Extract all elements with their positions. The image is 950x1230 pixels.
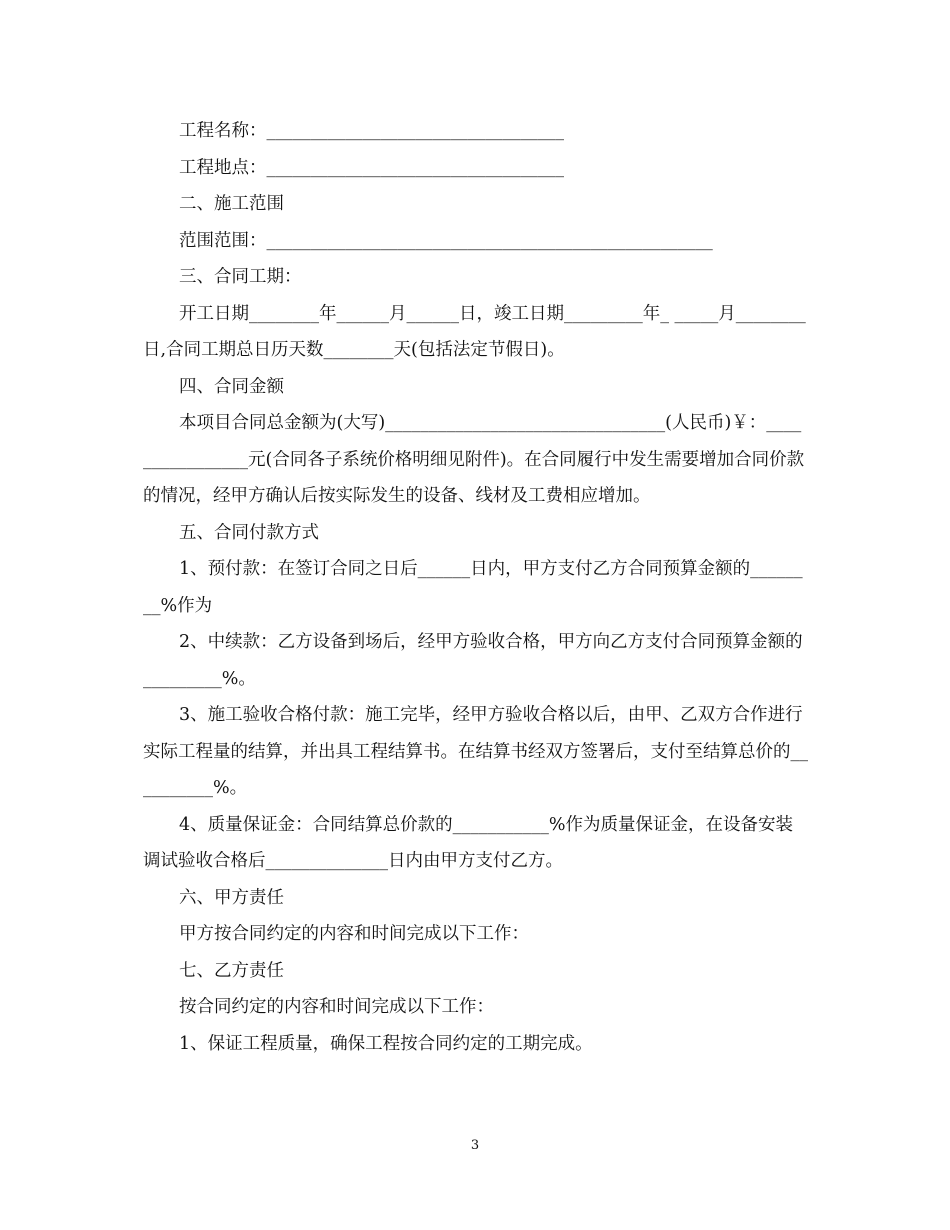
heading-contract-amount: 四、合同金额 (179, 376, 284, 397)
paragraph-project-location: 工程地点：__________________________________ (179, 157, 564, 178)
paragraph-quality-deposit: 4、质量保证金：合同结算总价款的___________%作为质量保证金，在设备安装调试验收合格后______________日内由甲方支付乙方。 (143, 814, 794, 871)
paragraph-party-b-duties: 按合同约定的内容和时间完成以下工作： (179, 997, 494, 1017)
heading-contract-period: 三、合同工期： (179, 267, 302, 287)
paragraph-quality-guarantee: 1、保证工程质量，确保工程按合同约定的工期完成。 (179, 1033, 593, 1054)
paragraph-project-name: 工程名称：__________________________________ (179, 121, 564, 141)
heading-party-b-duties: 七、乙方责任 (179, 960, 284, 981)
heading-construction-scope: 二、施工范围 (179, 194, 284, 214)
paragraph-party-a-duties: 甲方按合同约定的内容和时间完成以下工作： (179, 924, 529, 944)
paragraph-scope: 范围范围：___________________________________________________ (179, 230, 713, 251)
paragraph-amount: 本项目合同总金额为(大写)________________________________(人民币)￥：________________元(合同各子系统价格明细见附件)。在合同履行中发生需要增加合同价款的情况，经甲方确认后按实际发生的设备、线材及工费相应增加。 (143, 413, 805, 506)
paragraph-prepayment: 1、预付款：在签订合同之日后______日内，甲方支付乙方合同预算金额的________%作为 (143, 559, 803, 616)
heading-payment-method: 五、合同付款方式 (179, 522, 319, 543)
paragraph-dates: 开工日期________年______月______日，竣工日期_________年_ _____月________日,合同工期总日历天数________天(包括法定节假日)。 (143, 303, 806, 360)
document-body (143, 113, 808, 1062)
paragraph-interim-payment: 2、中续款：乙方设备到场后，经甲方验收合格，甲方向乙方支付合同预算金额的_________%。 (143, 632, 803, 689)
page-number: 3 (470, 1138, 480, 1153)
paragraph-acceptance-payment: 3、施工验收合格付款：施工完毕，经甲方验收合格以后，由甲、乙双方合作进行实际工程量的结算，并出具工程结算书。在结算书经双方签署后，支付至结算总价的__________%。 (143, 705, 808, 798)
heading-party-a-duties: 六、甲方责任 (179, 887, 284, 908)
